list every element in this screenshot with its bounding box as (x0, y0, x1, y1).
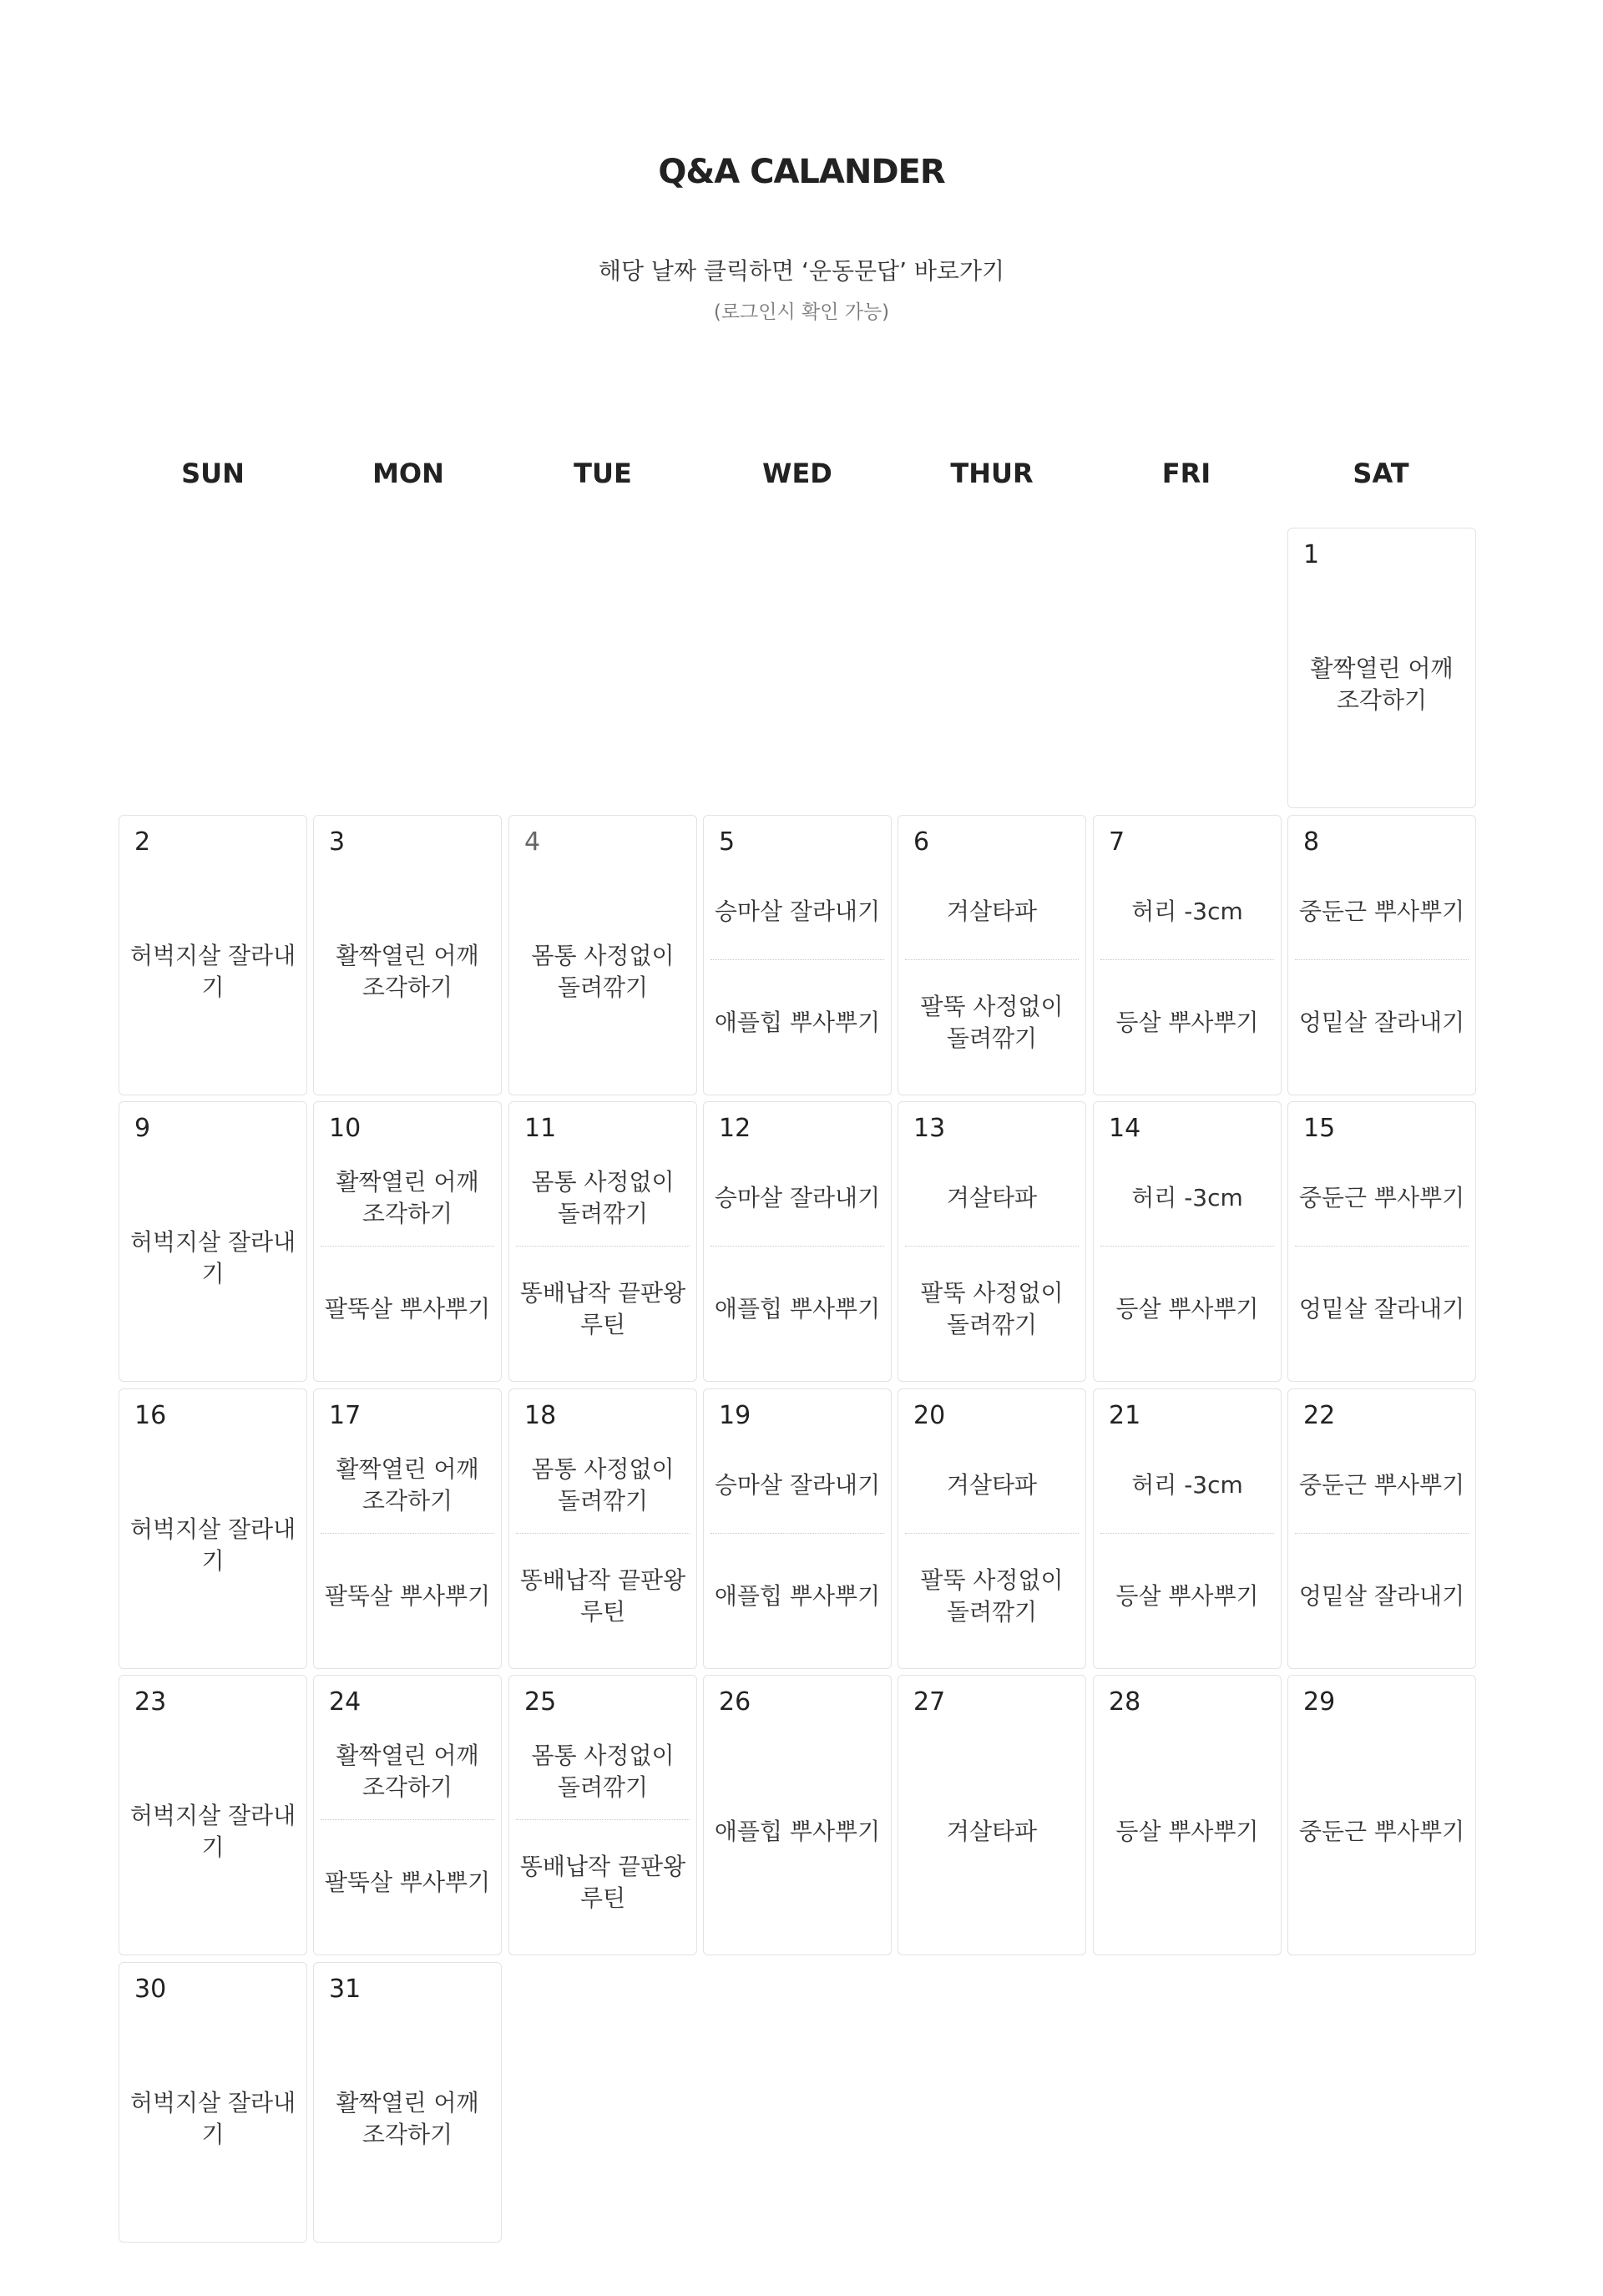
workout-item[interactable]: 겨살타파 (946, 898, 1038, 925)
workout-item[interactable]: 애플힙 뿌사뿌기 (714, 1295, 881, 1322)
workout-item[interactable]: 등살 뿌사뿌기 (1115, 1009, 1259, 1036)
workout-item[interactable]: 중둔근 뿌사뿌기 (1298, 1471, 1465, 1499)
day-cell-11[interactable] (508, 1101, 697, 1382)
day-cell-24[interactable] (313, 1675, 502, 1955)
workout-item[interactable]: 승마살 잘라내기 (714, 1471, 881, 1499)
day-cell-16[interactable] (119, 1388, 307, 1669)
day-cell-5[interactable] (703, 815, 892, 1095)
item-divider (710, 959, 884, 960)
workout-item[interactable]: 허벅지살 잘라내기 (129, 2089, 296, 2148)
workout-item[interactable]: 몸통 사정없이 돌려깎기 (531, 1455, 675, 1515)
day-cell-21[interactable] (1093, 1388, 1282, 1669)
workout-item[interactable]: 승마살 잘라내기 (714, 1184, 881, 1211)
workout-item[interactable]: 활짝열린 어깨 조각하기 (336, 1168, 479, 1227)
day-cell-31[interactable] (313, 1962, 502, 2243)
workout-item[interactable]: 중둔근 뿌사뿌기 (1298, 1818, 1465, 1845)
day-cell-15[interactable] (1287, 1101, 1476, 1382)
day-cell-1[interactable] (1287, 528, 1476, 808)
item-divider (516, 1246, 690, 1247)
day-number: 7 (1109, 827, 1125, 857)
workout-item[interactable]: 등살 뿌사뿌기 (1115, 1582, 1259, 1610)
day-cell-10[interactable] (313, 1101, 502, 1382)
day-number: 10 (329, 1114, 362, 1143)
day-cell-29[interactable] (1287, 1675, 1476, 1955)
workout-item[interactable]: 애플힙 뿌사뿌기 (714, 1009, 881, 1036)
workout-item[interactable]: 엉밑살 잘라내기 (1298, 1582, 1465, 1610)
workout-item[interactable]: 겨살타파 (946, 1818, 1038, 1845)
item-divider (1295, 1246, 1469, 1247)
day-cell-12[interactable] (703, 1101, 892, 1382)
item-divider (710, 1246, 884, 1247)
workout-item[interactable]: 애플힙 뿌사뿌기 (714, 1818, 881, 1845)
workout-item[interactable]: 허벅지살 잘라내기 (129, 942, 296, 1001)
workout-item[interactable]: 활짝열린 어깨 조각하기 (336, 1742, 479, 1801)
weekday-sat: SAT (1353, 458, 1409, 489)
day-number: 18 (524, 1401, 557, 1430)
day-cell-28[interactable] (1093, 1675, 1282, 1955)
workout-item[interactable]: 애플힙 뿌사뿌기 (714, 1582, 881, 1610)
day-number: 31 (329, 1975, 362, 2004)
day-number: 6 (913, 827, 930, 857)
day-number: 26 (719, 1687, 751, 1717)
workout-item[interactable]: 활짝열린 어깨 조각하기 (336, 2089, 479, 2148)
workout-item[interactable]: 허리 -3cm (1131, 1471, 1243, 1499)
day-number: 20 (913, 1401, 946, 1430)
day-number: 25 (524, 1687, 557, 1717)
workout-item[interactable]: 똥배납작 끝판왕 루틴 (519, 1853, 686, 1912)
item-divider (905, 1533, 1079, 1534)
day-cell-22[interactable] (1287, 1388, 1476, 1669)
day-cell-7[interactable] (1093, 815, 1282, 1095)
workout-item[interactable]: 팔뚝 사정없이 돌려깎기 (920, 993, 1064, 1052)
workout-item[interactable]: 똥배납작 끝판왕 루틴 (519, 1566, 686, 1626)
item-divider (321, 1246, 494, 1247)
day-cell-17[interactable] (313, 1388, 502, 1669)
day-number: 5 (719, 827, 736, 857)
workout-item[interactable]: 겨살타파 (946, 1471, 1038, 1499)
workout-item[interactable]: 엉밑살 잘라내기 (1298, 1009, 1465, 1036)
workout-item[interactable]: 허벅지살 잘라내기 (129, 1802, 296, 1861)
workout-item[interactable]: 중둔근 뿌사뿌기 (1298, 1184, 1465, 1211)
day-cell-30[interactable] (119, 1962, 307, 2243)
day-number: 27 (913, 1687, 946, 1717)
day-number: 24 (329, 1687, 362, 1717)
workout-item[interactable]: 활짝열린 어깨 조각하기 (336, 1455, 479, 1515)
login-note: (로그인시 확인 가능) (713, 301, 890, 323)
workout-item[interactable]: 허리 -3cm (1131, 1184, 1243, 1211)
day-cell-9[interactable] (119, 1101, 307, 1382)
day-number: 4 (524, 827, 541, 857)
weekday-mon: MON (372, 458, 444, 489)
workout-item[interactable]: 몸통 사정없이 돌려깎기 (531, 1168, 675, 1227)
day-cell-13[interactable] (898, 1101, 1086, 1382)
workout-item[interactable]: 승마살 잘라내기 (714, 898, 881, 925)
day-number: 13 (913, 1114, 946, 1143)
day-cell-25[interactable] (508, 1675, 697, 1955)
item-divider (905, 959, 1079, 960)
workout-item[interactable]: 팔뚝 사정없이 돌려깎기 (920, 1279, 1064, 1338)
day-cell-19[interactable] (703, 1388, 892, 1669)
item-divider (905, 1246, 1079, 1247)
workout-item[interactable]: 몸통 사정없이 돌려깎기 (531, 1742, 675, 1801)
workout-item[interactable]: 허리 -3cm (1131, 898, 1243, 925)
day-cell-20[interactable] (898, 1388, 1086, 1669)
item-divider (1100, 1246, 1274, 1247)
workout-item[interactable]: 겨살타파 (946, 1184, 1038, 1211)
workout-item[interactable]: 팔뚝살 뿌사뿌기 (324, 1295, 491, 1322)
item-divider (1295, 959, 1469, 960)
weekday-tue: TUE (574, 458, 632, 489)
day-number: 30 (134, 1975, 167, 2004)
day-number: 9 (134, 1114, 151, 1143)
day-cell-4[interactable] (508, 815, 697, 1095)
weekday-fri: FRI (1161, 458, 1211, 489)
item-divider (710, 1533, 884, 1534)
day-number: 21 (1109, 1401, 1141, 1430)
day-cell-26[interactable] (703, 1675, 892, 1955)
day-number: 11 (524, 1114, 557, 1143)
day-cell-2[interactable] (119, 815, 307, 1095)
day-number: 23 (134, 1687, 167, 1717)
workout-item[interactable]: 등살 뿌사뿌기 (1115, 1818, 1259, 1845)
workout-item[interactable]: 몸통 사정없이 돌려깎기 (531, 942, 675, 1001)
day-number: 3 (329, 827, 346, 857)
workout-item[interactable]: 등살 뿌사뿌기 (1115, 1295, 1259, 1322)
day-cell-27[interactable] (898, 1675, 1086, 1955)
workout-item[interactable]: 엉밑살 잘라내기 (1298, 1295, 1465, 1322)
item-divider (1100, 959, 1274, 960)
weekday-wed: WED (762, 458, 832, 489)
day-number: 14 (1109, 1114, 1141, 1143)
day-cell-14[interactable] (1093, 1101, 1282, 1382)
item-divider (321, 1819, 494, 1820)
day-number: 16 (134, 1401, 167, 1430)
day-cell-18[interactable] (508, 1388, 697, 1669)
day-number: 17 (329, 1401, 362, 1430)
item-divider (516, 1533, 690, 1534)
day-number: 28 (1109, 1687, 1141, 1717)
workout-item[interactable]: 팔뚝 사정없이 돌려깎기 (920, 1566, 1064, 1626)
day-number: 22 (1303, 1401, 1336, 1430)
workout-item[interactable]: 팔뚝살 뿌사뿌기 (324, 1582, 491, 1610)
workout-item[interactable]: 활짝열린 어깨 조각하기 (1310, 655, 1454, 714)
day-cell-6[interactable] (898, 815, 1086, 1095)
workout-item[interactable]: 활짝열린 어깨 조각하기 (336, 942, 479, 1001)
day-number: 29 (1303, 1687, 1336, 1717)
item-divider (1100, 1533, 1274, 1534)
weekday-thur: THUR (950, 458, 1034, 489)
page-title: Q&A CALANDER (658, 153, 945, 191)
day-number: 8 (1303, 827, 1320, 857)
page-subtitle: 해당 날짜 클릭하면 ‘운동문답’ 바로가기 (598, 257, 1005, 285)
day-cell-3[interactable] (313, 815, 502, 1095)
day-number: 12 (719, 1114, 751, 1143)
workout-item[interactable]: 허벅지살 잘라내기 (129, 1228, 296, 1287)
day-number: 1 (1303, 540, 1320, 569)
workout-item[interactable]: 중둔근 뿌사뿌기 (1298, 898, 1465, 925)
item-divider (321, 1533, 494, 1534)
weekday-sun: SUN (181, 458, 245, 489)
workout-item[interactable]: 허벅지살 잘라내기 (129, 1515, 296, 1575)
day-number: 2 (134, 827, 151, 857)
item-divider (516, 1819, 690, 1820)
day-cell-23[interactable] (119, 1675, 307, 1955)
day-number: 15 (1303, 1114, 1336, 1143)
day-number: 19 (719, 1401, 751, 1430)
item-divider (1295, 1533, 1469, 1534)
workout-item[interactable]: 똥배납작 끝판왕 루틴 (519, 1279, 686, 1338)
workout-item[interactable]: 팔뚝살 뿌사뿌기 (324, 1869, 491, 1896)
day-cell-8[interactable] (1287, 815, 1476, 1095)
